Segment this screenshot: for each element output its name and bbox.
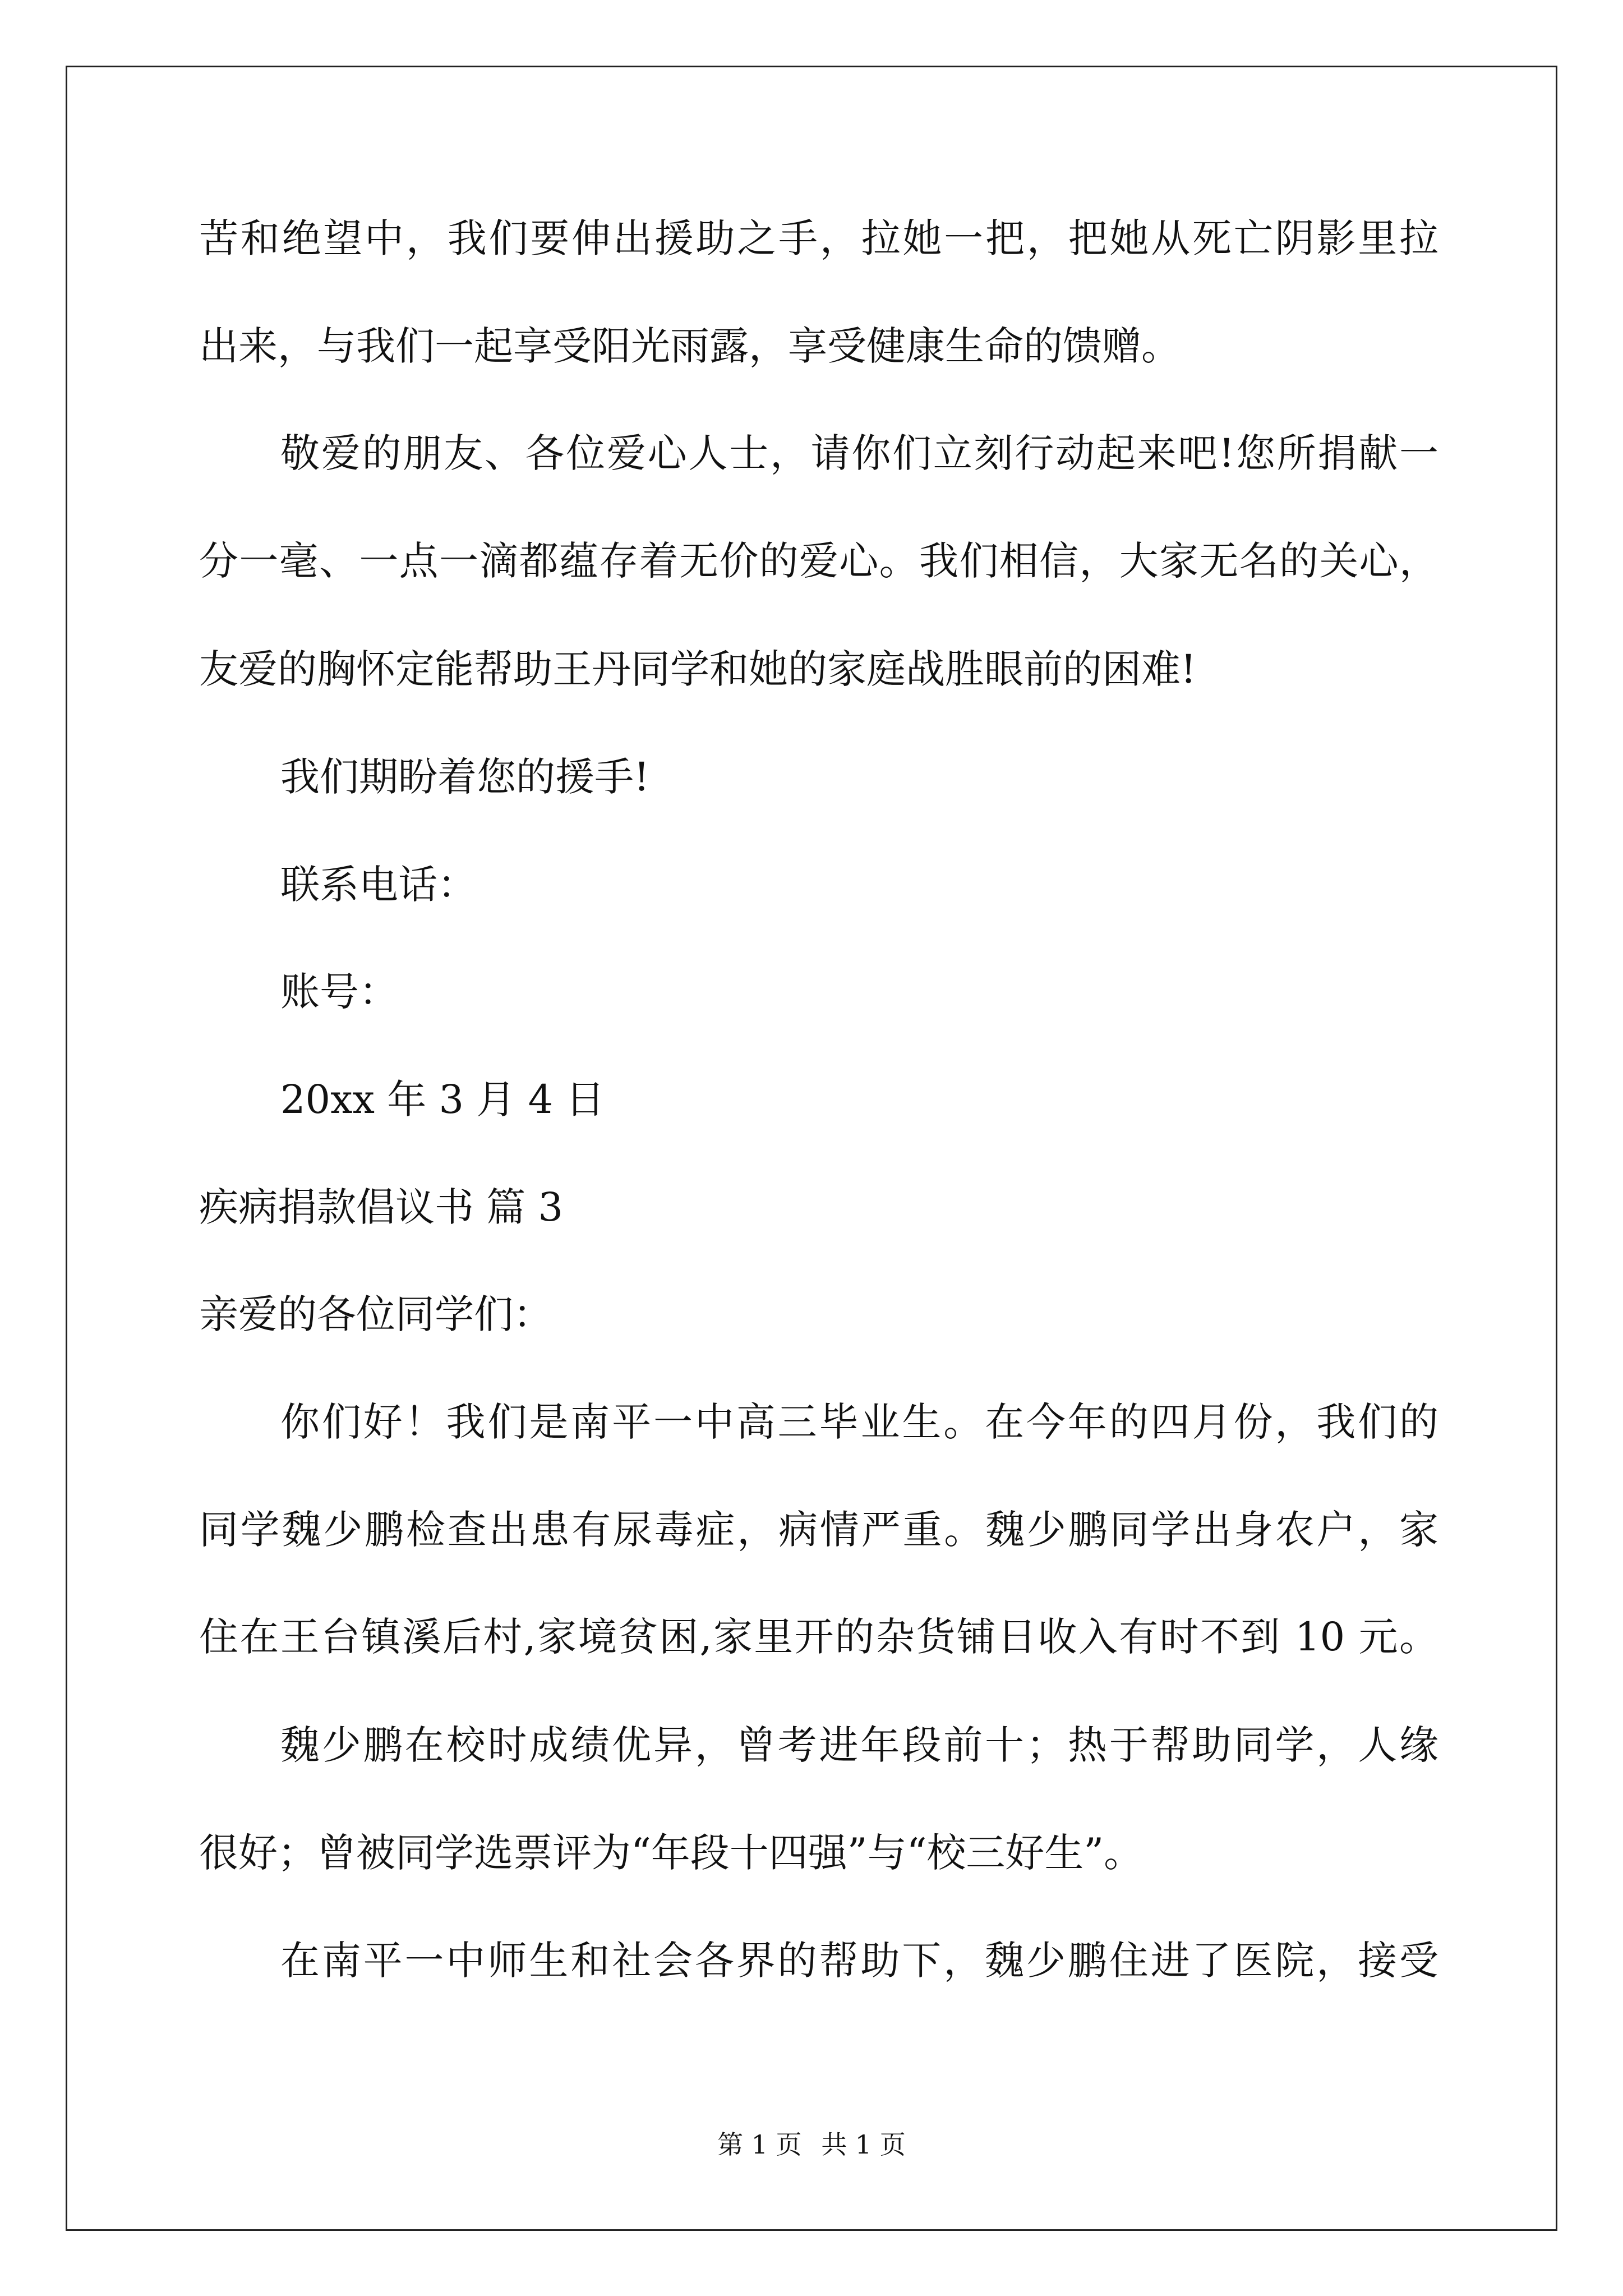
page-footer: [0, 2129, 1623, 2160]
paragraph-line: 同学魏少鹏检查出患有尿毒症，病情严重。魏少鹏同学出身农户，家: [199, 1507, 1438, 1553]
paragraph-line: 在南平一中师生和社会各界的帮助下，魏少鹏住进了医院，接受: [280, 1938, 1438, 1984]
page-number: 第 1 页: [717, 2129, 802, 2160]
account-label: 账号：: [280, 969, 398, 1015]
section-title: 疾病捐款倡议书 篇 3: [199, 1184, 564, 1230]
paragraph-line: 敬爱的朋友、各位爱心人士，请你们立刻行动起来吧!您所捐献一: [280, 430, 1438, 476]
date-line: 20xx 年 3 月 4 日: [280, 1076, 605, 1122]
page-total: 共 1 页: [821, 2129, 906, 2160]
paragraph-line: 住在王台镇溪后村,家境贫困,家里开的杂货铺日收入有时不到 10 元。: [199, 1614, 1438, 1660]
paragraph-line: 很好；曾被同学选票评为“年段十四强”与“校三好生”。: [199, 1830, 1144, 1876]
paragraph-line: 出来，与我们一起享受阳光雨露，享受健康生命的馈赠。: [199, 323, 1181, 369]
paragraph-line: 魏少鹏在校时成绩优异，曾考进年段前十；热于帮助同学，人缘: [280, 1722, 1438, 1768]
paragraph-line: 你们好！我们是南平一中高三毕业生。在今年的四月份，我们的: [280, 1399, 1438, 1445]
salutation: 亲爱的各位同学们：: [199, 1291, 552, 1337]
paragraph-line: 苦和绝望中，我们要伸出援助之手，拉她一把，把她从死亡阴影里拉: [199, 215, 1438, 261]
page-frame: [66, 66, 1557, 2231]
contact-phone-label: 联系电话：: [280, 862, 477, 908]
paragraph-line: 友爱的胸怀定能帮助王丹同学和她的家庭战胜眼前的困难!: [199, 646, 1197, 692]
paragraph-line: 我们期盼着您的援手!: [280, 754, 650, 800]
paragraph-line: 分一毫、一点一滴都蕴存着无价的爱心。我们相信，大家无名的关心，: [199, 538, 1438, 584]
